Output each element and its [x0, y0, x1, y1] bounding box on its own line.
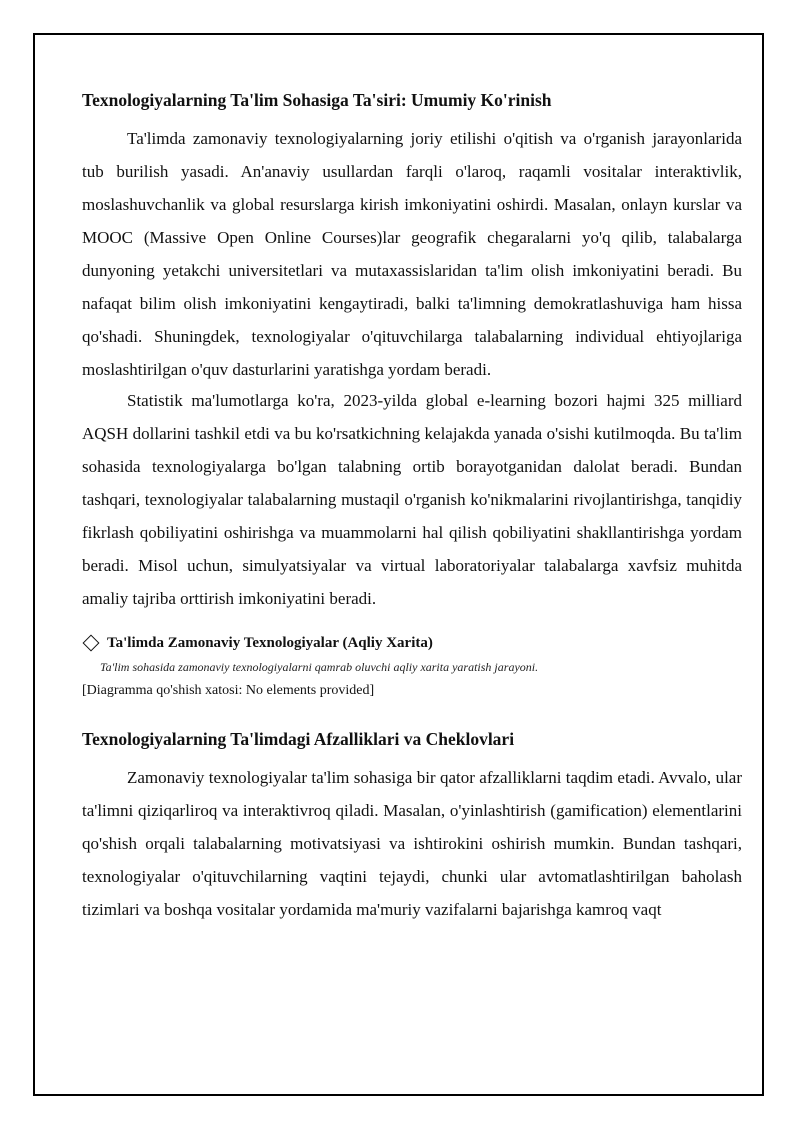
- diagram-title-text: Ta'limda Zamonaviy Texnologiyalar (Aqliy Xarita): [107, 635, 433, 651]
- document-body: [82, 78, 742, 924]
- paragraph: Zamonaviy texnologiyalar ta'lim sohasiga bir qator afzalliklarni taqdim etadi. Avvalo, ular ta'limni qiziqarliroq va interaktivroq qiladi. Masalan, o'yinlashtirish (gamification) elementlarini qo'shish orqali talabalarning motivatsiyasi va ishtirokini oshirish mumkin. Bundan tashqari, texnologiyalar o'qituvchilarning vaqtini tejaydi, chunki ular avtomatlashtirilgan baholash tizimlari va boshqa vositalar yordamida ma'muriy vazifalarni bajarishga kamroq vaqt: [82, 768, 742, 919]
- diamond-icon: [83, 635, 100, 652]
- diagram-title: [82, 633, 742, 653]
- paragraph: Ta'limda zamonaviy texnologiyalarning joriy etilishi o'qitish va o'rganish jarayonlarida tub burilish yasadi. An'anaviy usullardan farqli o'laroq, raqamli vositalar interaktivlik, moslashuvchanlik va global resurslarga kirish imkoniyatini oshirdi. Masalan, onlayn kurslar va MOOC (Massive Open Online Courses)lar geografik chegaralarni yo'q qilib, talabalarga dunyoning yetakchi universitetlari va mutaxassislaridan ta'lim olish imkoniyatini beradi. Bu nafaqat bilim olish imkoniyatini kengaytiradi, balki ta'limning demokratlashuviga ham hissa qo'shadi. Shuningdek, texnologiyalar o'qituvchilarga talabalarning individual ehtiyojlariga moslashtirilgan o'quv dasturlarini yaratishga yordam beradi.: [82, 129, 742, 379]
- paragraph: Statistik ma'lumotlarga ko'ra, 2023-yilda global e-learning bozori hajmi 325 milliard AQSH dollarini tashkil etdi va bu ko'rsatkichning kelajakda yanada o'sishi kutilmoqda. Bu ta'lim sohasida texnologiyalarga bo'lgan talabning ortib borayotganidan dalolat beradi. Bundan tashqari, texnologiyalar talabalarning mustaqil o'rganish ko'nikmalarini rivojlantirishga, tanqidiy fikrlash qobiliyatini oshirishga va muammolarni hal qilish qobiliyatini shakllantirishga yordam beradi. Misol uchun, simulyatsiyalar va virtual laboratoriyalar talabalarga xavfsiz muhitda amaliy tajriba orttirish imkoniyatini beradi.: [82, 391, 742, 608]
- section-heading: Texnologiyalarning Ta'limdagi Afzalliklari va Cheklovlari: [82, 729, 515, 749]
- diagram-caption: Ta'lim sohasida zamonaviy texnologiyalarni qamrab oluvchi aqliy xarita yaratish jarayoni.: [100, 660, 539, 674]
- section-heading: Texnologiyalarning Ta'lim Sohasiga Ta'siri: Umumiy Ko'rinish: [82, 90, 552, 110]
- diagram-error-message: [Diagramma qo'shish xatosi: No elements provided]: [82, 683, 375, 698]
